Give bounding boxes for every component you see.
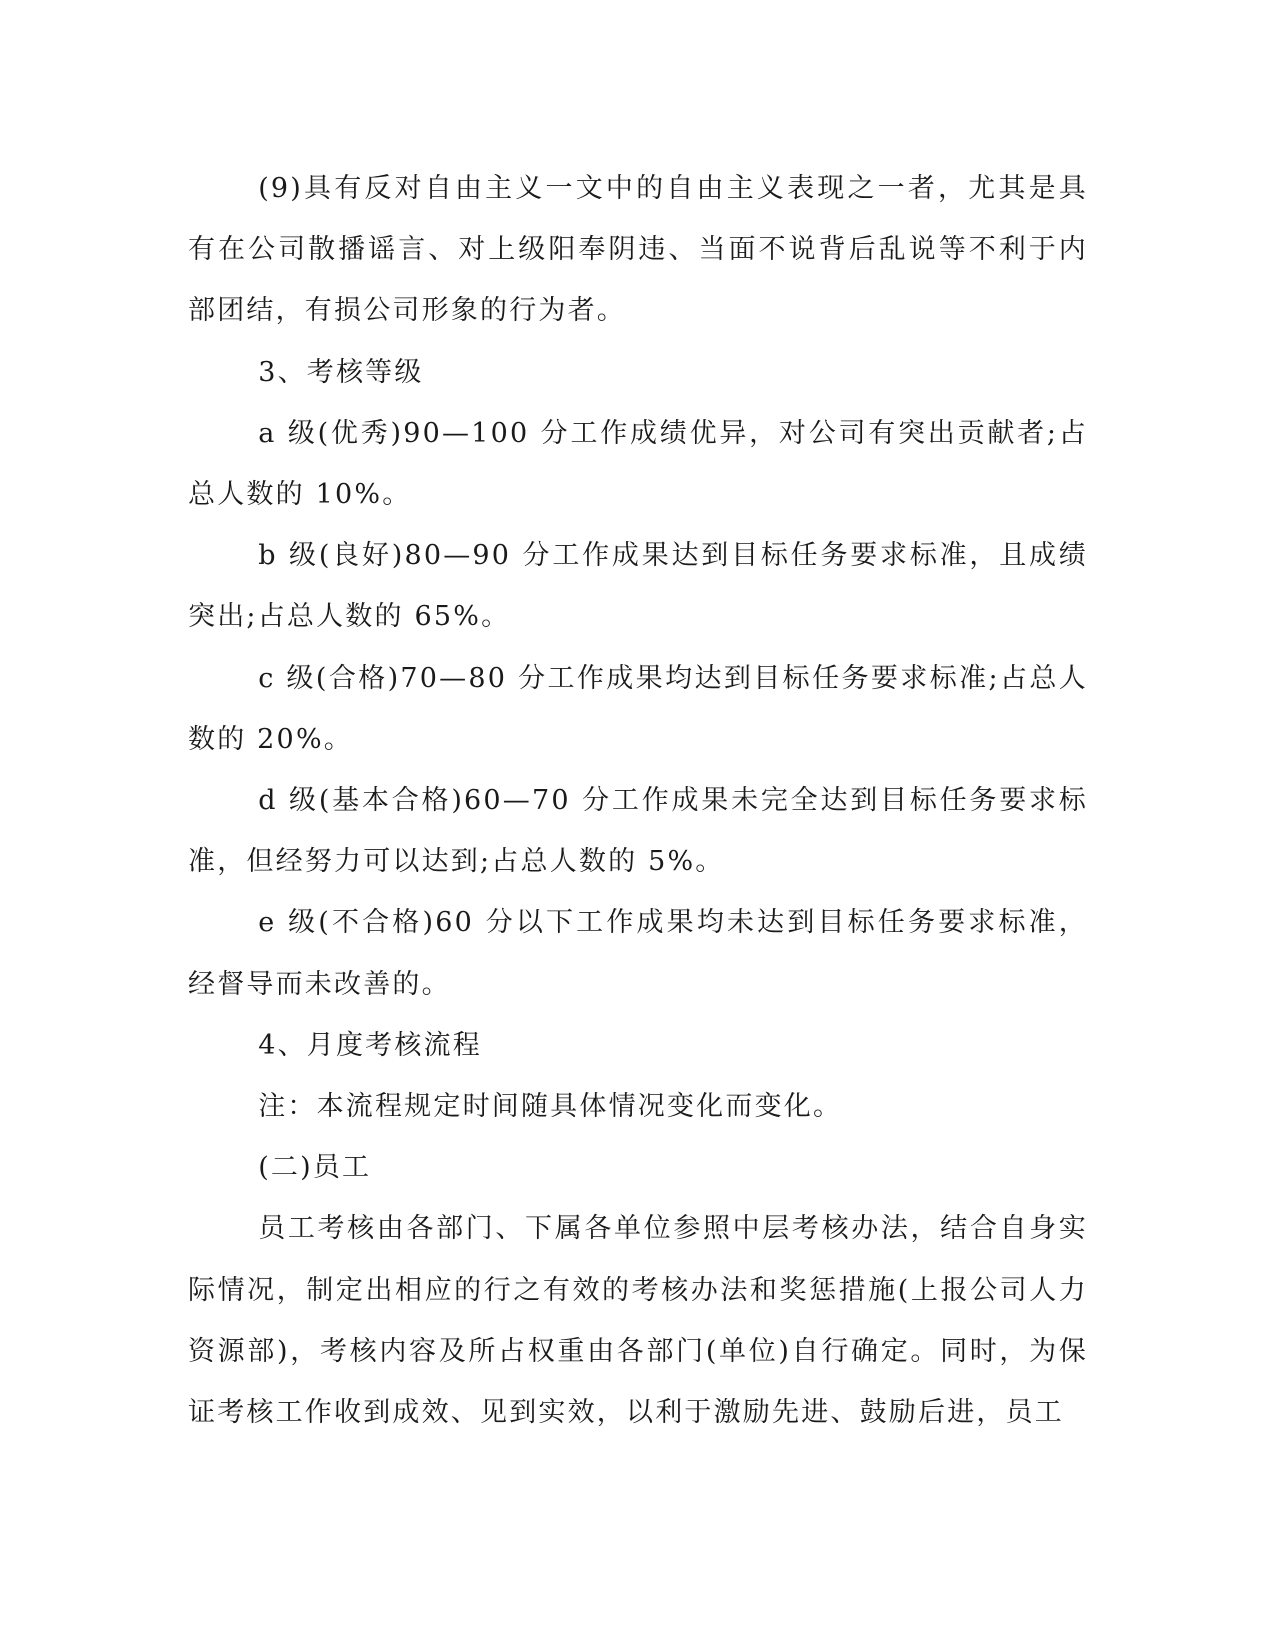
section-heading-employees: (二)员工 xyxy=(258,1152,372,1184)
grade-d-paragraph: d 级(基本合格)60—70 分工作成果未完全达到目标任务要求标准，但经努力可以达到;占总人数的 5%。 xyxy=(188,785,1088,878)
document-page xyxy=(188,158,1088,1443)
note-paragraph: 注：本流程规定时间随具体情况变化而变化。 xyxy=(258,1091,843,1123)
grade-b-paragraph: b 级(良好)80—90 分工作成果达到目标任务要求标准，且成绩突出;占总人数的 65%。 xyxy=(188,540,1088,633)
grade-c-paragraph: c 级(合格)70—80 分工作成果均达到目标任务要求标准;占总人数的 20%。 xyxy=(188,662,1088,755)
paragraph-item-9-liberalism: (9)具有反对自由主义一文中的自由主义表现之一者，尤其是具有在公司散播谣言、对上级阳奉阴违、当面不说背后乱说等不利于内部团结，有损公司形象的行为者。 xyxy=(188,173,1088,327)
grade-e-paragraph: e 级(不合格)60 分以下工作成果均未达到目标任务要求标准，经督导而未改善的。 xyxy=(188,907,1088,1000)
section-heading-monthly-process: 4、月度考核流程 xyxy=(258,1029,482,1061)
grade-a-paragraph: a 级(优秀)90—100 分工作成绩优异，对公司有突出贡献者;占总人数的 10%。 xyxy=(188,417,1088,511)
section-heading-grading: 3、考核等级 xyxy=(258,356,424,388)
employee-assessment-paragraph: 员工考核由各部门、下属各单位参照中层考核办法，结合自身实际情况，制定出相应的行之有效的考核办法和奖惩措施(上报公司人力资源部)，考核内容及所占权重由各部门(单位)自行确定。同时，为保证考核工作收到成效、见到实效，以利于激励先进、鼓励后进，员工 xyxy=(188,1213,1088,1429)
